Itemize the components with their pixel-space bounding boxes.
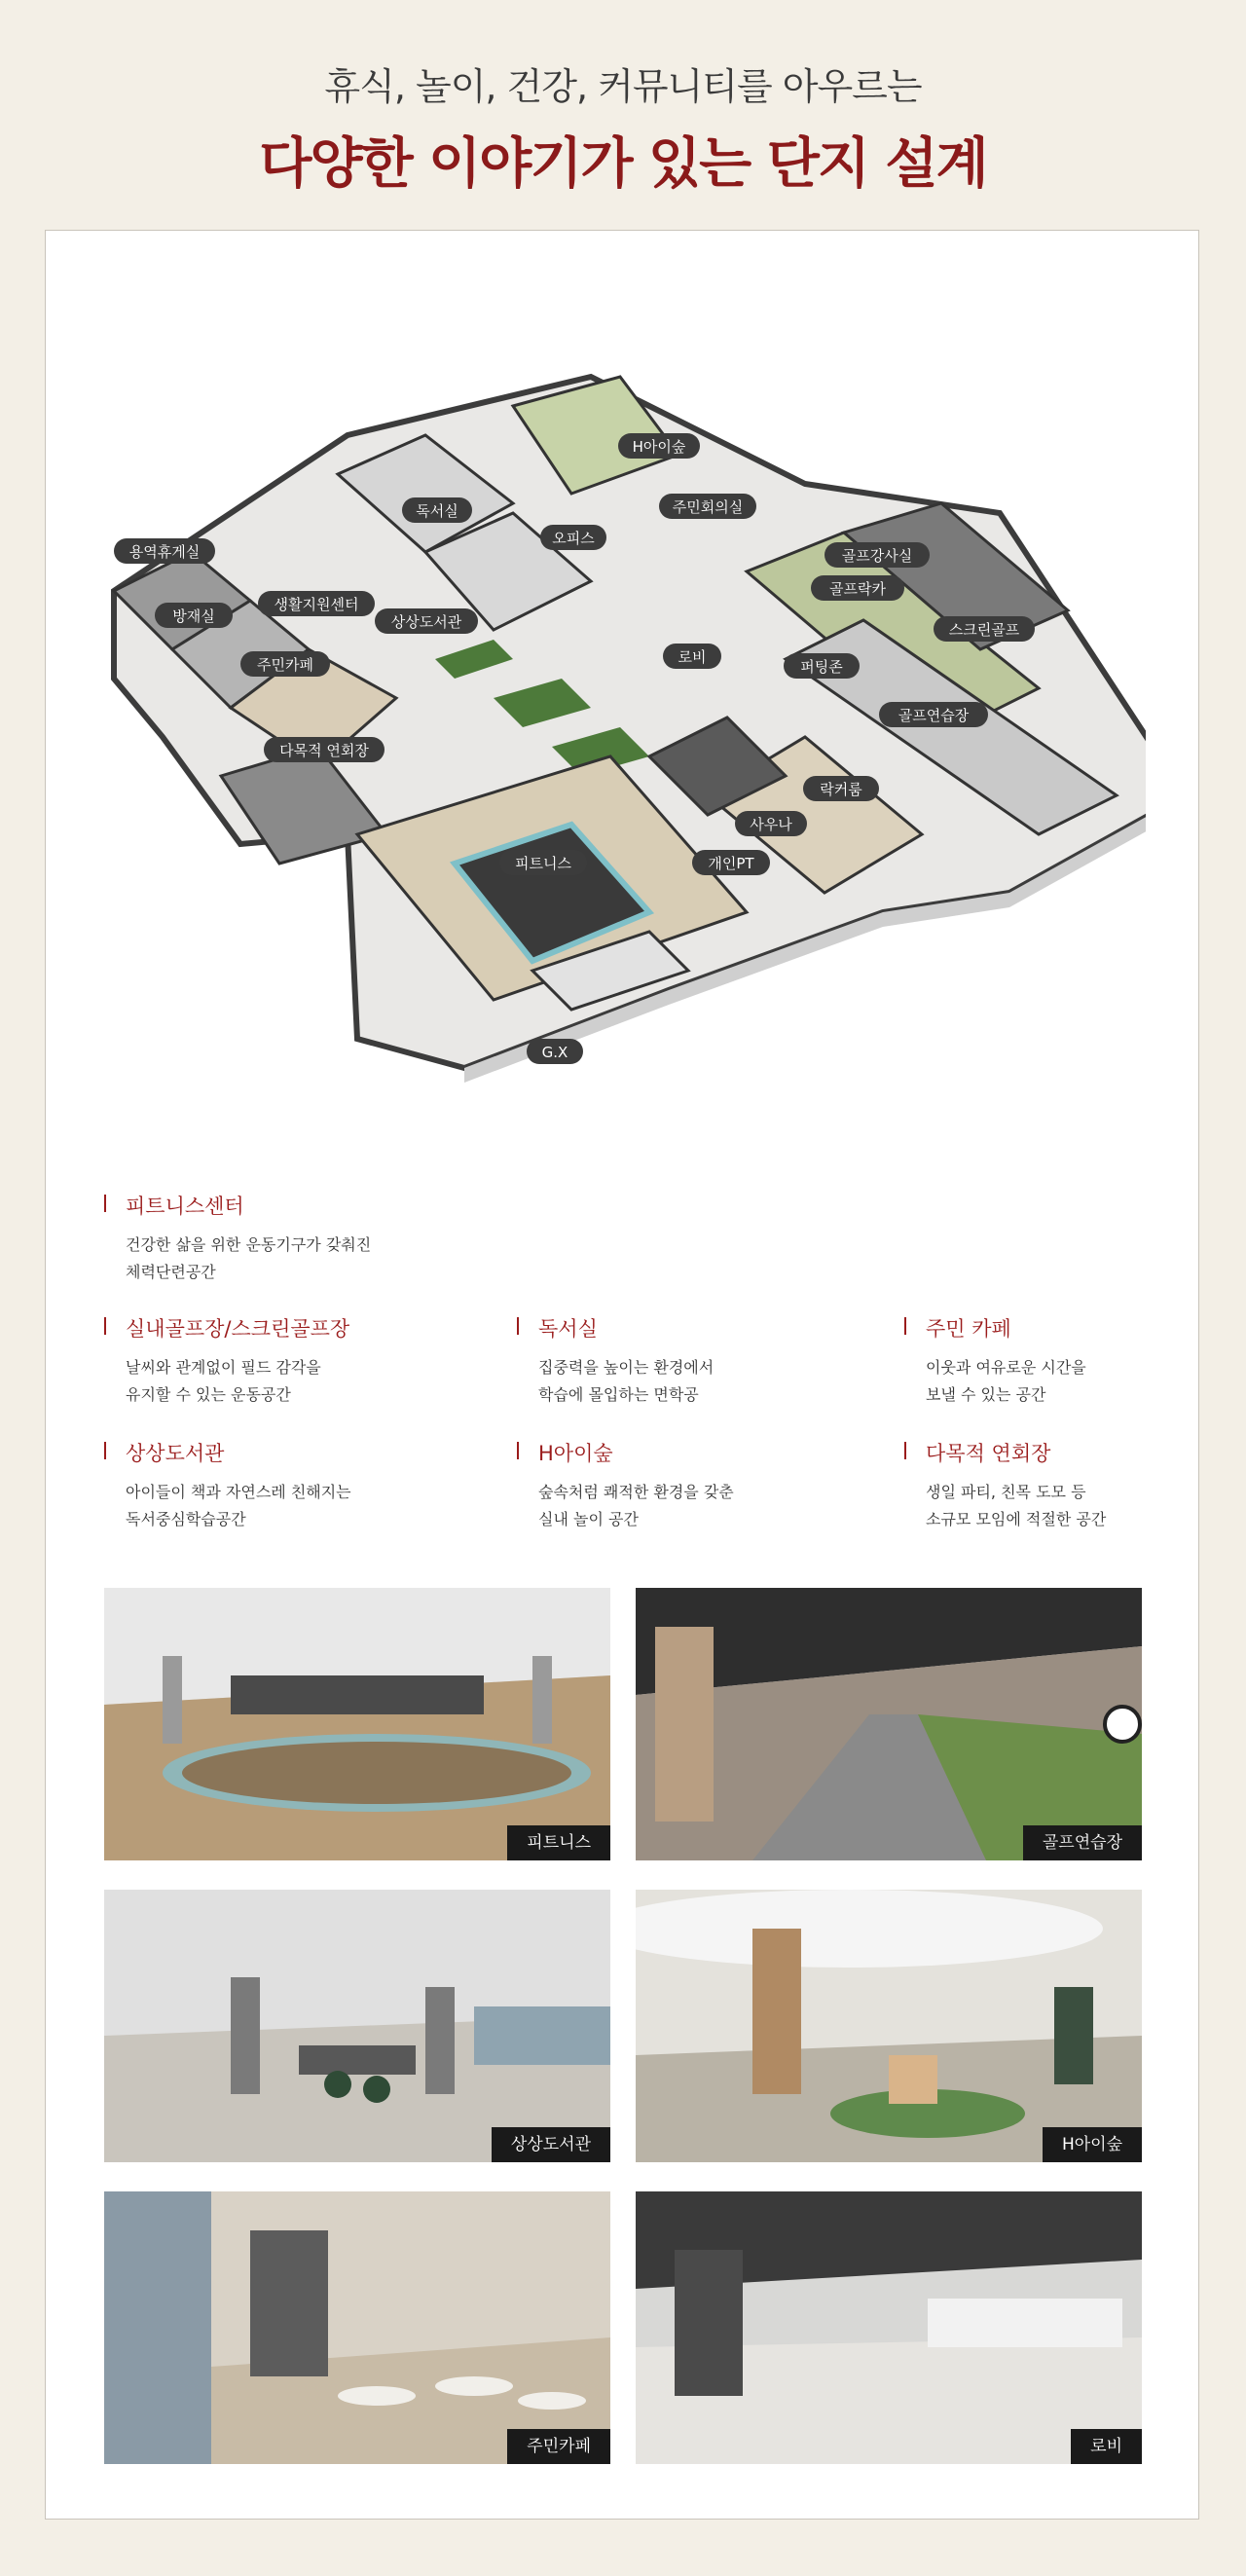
photo-library	[104, 1890, 610, 2162]
plan-label-screen-golf	[934, 616, 1035, 642]
svg-text:골프강사실: 골프강사실	[841, 547, 913, 565]
photo-caption: 주민카페	[507, 2429, 610, 2464]
plan-label-fitness	[499, 850, 587, 875]
feature-desc: 건강한 삶을 위한 운동기구가 갖춰진 체력단련공간	[126, 1235, 372, 1281]
photo-caption: 상상도서관	[492, 2127, 610, 2162]
library-image	[104, 1890, 610, 2162]
plan-label-lobby	[663, 644, 721, 669]
fitness-image	[104, 1588, 610, 1860]
plan-label-office	[540, 525, 606, 550]
lobby-image	[636, 2191, 1142, 2464]
hforest-image	[636, 1890, 1142, 2162]
feature-bullet	[104, 1442, 106, 1459]
feature-desc: 아이들이 책과 자연스레 친해지는 독서중심학습공간	[126, 1483, 351, 1528]
svg-text:주민회의실: 주민회의실	[672, 498, 744, 516]
photo-hforest	[636, 1890, 1142, 2162]
svg-text:용역휴게실: 용역휴게실	[128, 543, 201, 561]
svg-text:골프연습장: 골프연습장	[898, 707, 970, 724]
plan-label-support	[258, 591, 375, 616]
feature-title: 실내골프장/스크린골프장	[126, 1317, 350, 1341]
plan-label-golf-locker	[811, 575, 904, 601]
svg-text:방재실: 방재실	[172, 607, 215, 625]
photo-cafe	[104, 2191, 610, 2464]
svg-text:락커룸: 락커룸	[820, 781, 862, 798]
svg-text:퍼팅존: 퍼팅존	[800, 658, 843, 676]
svg-text:로비: 로비	[678, 648, 707, 666]
feature-bullet	[104, 1317, 106, 1335]
feature-fitness-center	[104, 1191, 494, 1288]
photo-caption: 골프연습장	[1023, 1825, 1142, 1860]
plan-label-golf-range	[879, 702, 988, 727]
svg-text:골프락카: 골프락카	[829, 580, 886, 598]
feature-bullet	[104, 1195, 106, 1212]
feature-reading-room	[517, 1313, 887, 1411]
feature-bullet	[904, 1442, 906, 1459]
photo-caption: 로비	[1071, 2429, 1142, 2464]
page-subtitle: 휴식, 놀이, 건강, 커뮤니티를 아우르는	[324, 65, 922, 108]
plan-label-putting	[784, 653, 860, 679]
feature-desc: 생일 파티, 친목 도모 등 소규모 모임에 적절한 공간	[926, 1483, 1107, 1528]
feature-title: H아이숲	[538, 1442, 613, 1465]
content-card	[45, 230, 1199, 2520]
page-title: 다양한 이야기가 있는 단지 설계	[259, 132, 987, 196]
plan-label-locker-room	[803, 776, 879, 801]
plan-label-meeting	[659, 494, 756, 519]
feature-desc: 이웃과 여유로운 시간을 보낼 수 있는 공간	[926, 1358, 1086, 1404]
plan-label-gx	[527, 1039, 583, 1064]
feature-desc: 집중력을 높이는 환경에서 학습에 몰입하는 면학공	[538, 1358, 715, 1404]
floor-plan	[104, 289, 1146, 1117]
plan-label-sauna	[735, 811, 807, 836]
photo-lobby	[636, 2191, 1142, 2464]
svg-text:스크린골프: 스크린골프	[948, 621, 1020, 639]
svg-text:H아이숲: H아이숲	[632, 438, 686, 456]
feature-title: 주민 카페	[926, 1317, 1011, 1341]
photo-caption: 피트니스	[507, 1825, 610, 1860]
feature-library	[104, 1438, 494, 1535]
feature-bullet	[517, 1442, 519, 1459]
svg-text:상상도서관: 상상도서관	[390, 613, 462, 631]
svg-text:사우나: 사우나	[750, 816, 792, 833]
feature-desc: 숲속처럼 쾌적한 환경을 갖춘 실내 놀이 공간	[538, 1483, 734, 1528]
plan-label-banquet	[264, 737, 385, 762]
feature-title: 상상도서관	[126, 1442, 225, 1465]
plan-label-hforest	[618, 433, 700, 459]
svg-text:G.X: G.X	[541, 1044, 568, 1061]
golf-range-image	[636, 1588, 1142, 1860]
svg-text:다목적 연회장: 다목적 연회장	[279, 742, 369, 759]
photo-golf-range	[636, 1588, 1142, 1860]
svg-text:오피스: 오피스	[552, 530, 595, 547]
feature-title: 피트니스센터	[126, 1195, 244, 1218]
feature-desc: 날씨와 관계없이 필드 감각을 유지할 수 있는 운동공간	[126, 1358, 321, 1404]
cafe-image	[104, 2191, 610, 2464]
photo-fitness	[104, 1588, 610, 1860]
plan-label-labor-lounge	[114, 538, 215, 564]
photo-caption: H아이숲	[1043, 2127, 1142, 2162]
plan-label-library	[375, 608, 478, 634]
feature-bullet	[904, 1317, 906, 1335]
feature-bullet	[517, 1317, 519, 1335]
feature-title: 다목적 연회장	[926, 1442, 1051, 1465]
feature-hforest	[517, 1438, 887, 1535]
svg-text:독서실: 독서실	[416, 502, 458, 520]
svg-text:생활지원센터: 생활지원센터	[274, 596, 359, 613]
svg-text:주민카페: 주민카페	[257, 656, 313, 674]
plan-label-disaster	[155, 603, 233, 628]
plan-label-cafe	[240, 651, 330, 677]
feature-banquet	[904, 1438, 1196, 1535]
plan-label-pt	[692, 850, 770, 875]
plan-label-golf-instructor	[825, 542, 930, 568]
feature-golf	[104, 1313, 494, 1411]
feature-title: 독서실	[538, 1317, 598, 1341]
svg-text:피트니스: 피트니스	[515, 855, 571, 872]
plan-label-reading	[402, 497, 472, 523]
svg-text:개인PT: 개인PT	[708, 855, 754, 872]
feature-cafe	[904, 1313, 1196, 1411]
